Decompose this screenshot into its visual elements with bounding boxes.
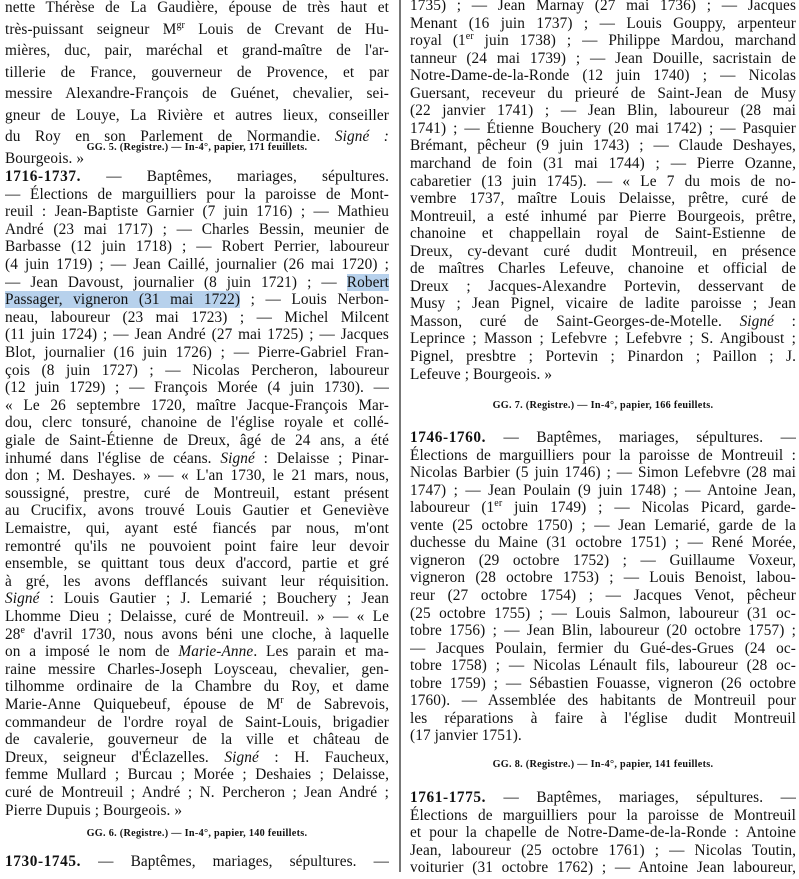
text-segment: Dreux ; Jacques-Alexandre Portevin, desservant de bbox=[410, 277, 796, 295]
text-segment: — Baptêmes, mariages, sépultures. — bbox=[486, 789, 796, 806]
text-segment: tanneur (24 mai 1739) ; — Jean Douille, sacristain de bbox=[410, 49, 796, 67]
text-segment: (22 janvier 1741) ; — Jean Blin, laboureur (28 mai bbox=[410, 102, 796, 120]
text-segment: çois (8 juin 1727) ; — Nicolas Percheron, laboureur bbox=[5, 361, 389, 379]
text-line bbox=[5, 40, 389, 62]
text-segment: raine messire Charles-Joseph Loysceau, chevalier, gen- bbox=[5, 660, 389, 678]
text-segment: 1747) ; — Jean Poulain (9 juin 1748) ; — Antoine Jean, bbox=[410, 481, 796, 499]
text-line bbox=[5, 105, 389, 127]
text-segment: d'avril 1730, nous avons béni une cloche, à laquelle bbox=[25, 625, 389, 643]
text-segment: (4 juin 1719) ; — Jean Caillé, journalier (26 mai 1720) ; bbox=[5, 256, 389, 273]
text-segment: Dreux, seigneur d'Éclazelles. bbox=[5, 748, 225, 766]
text-segment: juin 1738) ; — Philippe Mardou, marchand bbox=[473, 32, 796, 50]
text-segment: tilhomme ordinaire de la Chambre du Roy, et dame bbox=[5, 678, 389, 696]
text-line bbox=[410, 364, 796, 386]
text-segment: — Élections de marguilliers pour la paroisse de Mont- bbox=[5, 185, 389, 203]
text-segment: Pierre Dupuis ; Bourgeois. » bbox=[5, 801, 183, 819]
text-segment: : bbox=[774, 312, 796, 330]
text-segment: nette Thérèse de La Gaudière, épouse de très haut et bbox=[5, 0, 389, 16]
register-heading-gg7: GG. 7. (Registre.) — In-4°, papier, 166 feuillets. bbox=[492, 400, 714, 411]
text-segment: — Baptêmes, mariages, sépultures. — bbox=[81, 853, 389, 870]
text-segment: 1741) ; — Étienne Bouchery (20 mai 1742) ; — Pasquier bbox=[410, 119, 796, 137]
text-segment: . Les parain et ma- bbox=[253, 643, 389, 661]
text-segment: Dreux, cy-devant curé dudit Montreuil, en présence bbox=[410, 242, 796, 260]
text-segment: giale de Saint-Étienne de Dreux, âgé de 24 ans, a été bbox=[5, 432, 389, 449]
text-segment: Musy ; Jean Pignel, vicaire de ladite paroisse ; Jean bbox=[410, 295, 796, 313]
text-segment: gneur de Louye, La Rivière et autres lieux, conseiller bbox=[5, 106, 389, 124]
italic-text: Signé bbox=[220, 449, 255, 467]
text-segment: commandeur de l'ordre royal de Saint-Louis, brigadier bbox=[5, 713, 389, 731]
text-line bbox=[410, 725, 796, 747]
text-segment: marchand de foin (31 mai 1744) ; — Pierre Ozanne, bbox=[410, 154, 796, 172]
text-segment: chanoine et chappellain royal de Saint-Estienne de bbox=[410, 225, 796, 243]
text-segment: cabaretier (13 juin 1745). — « Le 7 du mois de no- bbox=[410, 172, 796, 190]
text-segment: Blot, journalier (16 juin 1726) ; — Pierre-Gabriel Fran- bbox=[5, 344, 389, 361]
text-segment: Élections de marguilliers pour la paroisse de Montreuil bbox=[410, 806, 796, 824]
text-segment: « Le 26 septembre 1720, maître Jacque-François Mar- bbox=[5, 396, 389, 414]
text-segment: tillerie de France, gouverneur de Provence, et par bbox=[5, 63, 389, 81]
text-segment: — Baptêmes, mariages, sépultures. — bbox=[486, 429, 796, 446]
text-segment: de maîtres Charles Lefeuve, chanoine et official de bbox=[410, 260, 796, 278]
text-segment: Masson, curé de Saint-Georges-de-Motelle. bbox=[410, 312, 740, 330]
text-segment: tobre 1759) ; — Sébastien Fouasse, vigneron (26 octobre bbox=[410, 674, 796, 692]
text-segment: Montreuil, a esté inhumé par Pierre Bourgeois, prêtre, bbox=[410, 207, 796, 225]
year-range: 1746-1760. bbox=[410, 429, 487, 446]
year-range: 1761-1775. bbox=[410, 789, 487, 806]
text-line bbox=[5, 62, 389, 84]
text-segment: à gré, les avons defflancés suivant leur réquisition. bbox=[5, 572, 389, 590]
text-segment: 28 bbox=[5, 625, 21, 643]
text-segment: Notre-Dame-de-la-Ronde (12 juin 1740) ; — Nicolas bbox=[410, 67, 796, 85]
text-segment: Guersant, receveur du prieuré de Saint-Jean de Musy bbox=[410, 84, 796, 102]
text-segment: dou, clerc tonsuré, chanoine de l'église royale et collé- bbox=[5, 414, 389, 432]
italic-text: Signé bbox=[739, 312, 775, 330]
text-segment: — Jacques Poulain, fermier du Gué-des-Grues (24 oc- bbox=[410, 639, 796, 657]
text-segment: duchesse du Maine (31 octobre 1751) ; — René Morée, bbox=[410, 534, 796, 552]
text-segment: mières, duc, pair, maréchal et grand-maître de l'ar- bbox=[5, 42, 389, 59]
text-segment: : Louis Gautier ; J. Lemarié ; Bouchery ; Jean bbox=[39, 590, 389, 608]
text-segment: laboureur (1 bbox=[410, 499, 495, 517]
text-segment: soussigné, prestre, curé de Montreuil, estant présent bbox=[5, 484, 389, 502]
text-segment: vigneron (28 octobre 1753) ; — Louis Benoist, labou- bbox=[410, 569, 796, 587]
text-segment: Bourgeois. » bbox=[5, 149, 85, 167]
text-segment: Élections de marguilliers pour la paroisse de Montreuil : bbox=[410, 446, 796, 464]
superscript: r bbox=[280, 694, 284, 706]
text-segment: (11 juin 1724) ; — Jean André (27 mai 1725) ; — Jacques bbox=[5, 326, 389, 344]
text-segment: — Baptêmes, mariages, sépultures. bbox=[81, 168, 389, 185]
text-segment: très-puissant seigneur M bbox=[5, 20, 177, 38]
text-segment: voiturier (31 octobre 1762) ; — Antoine Jean laboureur, bbox=[410, 859, 796, 876]
text-segment: on a imposé le nom de bbox=[5, 643, 179, 661]
text-segment: tobre 1756) ; — Jean Blin, laboureur (20 octobre 1757) ; bbox=[410, 622, 796, 640]
text-segment: 1735) ; — Jean Marnay (27 mai 1736) ; — Jacques bbox=[410, 0, 796, 14]
register-heading-gg6: GG. 6. (Registre.) — In-4°, papier, 140 feuillets. bbox=[86, 828, 308, 839]
text-line bbox=[410, 857, 796, 879]
text-segment: femme Mullard ; Burcau ; Morée ; Deshaies ; Delaisse, bbox=[5, 766, 389, 784]
text-segment: et pour la chapelle de Notre-Dame-de-la-Ronde : Antoine bbox=[410, 824, 796, 841]
text-segment: inhumé dans l'église de céans. bbox=[5, 449, 221, 467]
register-heading-gg5: GG. 5. (Registre.) — In-4°, papier, 171 feuillets. bbox=[86, 142, 308, 153]
text-segment: don ; M. Deshayes. » — « L'an 1730, le 21 mars, nous, bbox=[5, 467, 389, 485]
text-segment: reur (27 octobre 1754) ; — Jacques Venot, pêcheur bbox=[410, 586, 796, 604]
text-segment: (25 octobre 1755) ; — Louis Salmon, laboureur (31 oc- bbox=[410, 604, 796, 622]
text-segment: — Jean Davoust, journalier (8 juin 1721) ; — bbox=[5, 273, 347, 291]
text-line bbox=[5, 83, 389, 105]
text-segment: messire Alexandre-François de Guénet, chevalier, sei- bbox=[5, 85, 389, 102]
column-divider bbox=[399, 0, 401, 872]
superscript: er bbox=[465, 31, 474, 42]
text-segment: : Delaisse ; Pinar- bbox=[254, 449, 389, 467]
year-range: 1730-1745. bbox=[5, 853, 82, 870]
superscript: e bbox=[20, 624, 26, 636]
text-segment: : H. Faucheux, bbox=[258, 748, 389, 766]
text-segment: Leprince ; Masson ; Lefebvre ; Lefebvre ; S. Angiboust ; bbox=[410, 330, 796, 348]
superscript: gr bbox=[176, 19, 185, 31]
text-segment: Nicolas Barbier (5 juin 1746) ; — Simon Lefebvre (28 mai bbox=[410, 464, 796, 482]
text-segment: André (23 mai 1717) ; — Charles Bessin, meunier de bbox=[5, 220, 389, 238]
text-segment: les réparations à faire à l'église dudit Montreuil bbox=[410, 709, 796, 727]
italic-text: Signé bbox=[5, 590, 40, 608]
text-segment: Lhomme Dieu ; Delaisse, curé de Montreuil. » — « Le bbox=[5, 608, 389, 625]
text-segment: Lemaistre, qui, ayant esté fiancés par nous, m'ont bbox=[5, 520, 389, 537]
text-line bbox=[5, 800, 389, 822]
text-segment: Lefeuve ; Bourgeois. » bbox=[410, 365, 553, 383]
highlighted-text: Passager, vigneron (31 mai 1722) bbox=[5, 291, 241, 309]
register-heading-gg8: GG. 8. (Registre.) — In-4°, papier, 141 feuillets. bbox=[492, 759, 714, 770]
text-segment: au Crucifix, avons trouvé Louis Gautier et Geneviève bbox=[5, 502, 389, 520]
year-range: 1716-1737. bbox=[5, 168, 82, 185]
text-segment: vembre 1737, maître Louis Delaisse, prêtre, curé de bbox=[410, 190, 796, 208]
text-segment: neau, laboureur (23 mai 1723) ; — Michel Milcent bbox=[5, 308, 389, 326]
text-segment: ; — Louis Nerbon- bbox=[240, 291, 389, 309]
text-segment: Louis de Crevant de Hu- bbox=[184, 20, 389, 38]
text-segment: juin 1749) ; — Nicolas Picard, garde- bbox=[502, 499, 796, 517]
text-segment: tobre 1758) ; — Nicolas Lénault fils, laboureur (28 oc- bbox=[410, 657, 796, 675]
superscript: er bbox=[494, 498, 503, 510]
text-segment: 1760). — Assemblée des habitants de Montreuil pour bbox=[410, 692, 796, 710]
text-line bbox=[5, 851, 389, 873]
italic-text: Marie-Anne bbox=[178, 643, 254, 661]
text-segment: Marie-Anne Quiquebeuf, épouse de M bbox=[5, 696, 281, 713]
text-segment: Pignel, presbtre ; Portevin ; Pinardon ; Paillon ; J. bbox=[410, 348, 796, 365]
text-segment: du Roy en son Parlement de Normandie. bbox=[5, 128, 335, 145]
text-segment: (12 juin 1729) ; — François Morée (4 juin 1730). — bbox=[5, 379, 389, 397]
text-line bbox=[5, 19, 389, 41]
text-segment: Barbasse (12 juin 1718) ; — Robert Perrier, laboureur bbox=[5, 238, 389, 256]
text-segment: royal (1 bbox=[410, 32, 466, 50]
text-segment: vente (25 octobre 1750) ; — Jean Lemarié, garde de la bbox=[410, 516, 796, 534]
italic-text: Signé : bbox=[334, 128, 389, 145]
text-segment: Jean, laboureur (25 octobre 1761) ; — Nicolas Toutin, bbox=[410, 841, 796, 859]
text-segment: remontré qu'ils ne pouvoient point faire leur devoir bbox=[5, 537, 389, 555]
text-segment: Brémant, pêcheur (9 juin 1743) ; — Claude Deshayes, bbox=[410, 137, 796, 155]
highlighted-text: Robert bbox=[346, 273, 389, 291]
text-segment: Menant (16 juin 1737) ; — Louis Gouppy, arpenteur bbox=[410, 14, 796, 32]
text-segment: de Sabrevois, bbox=[283, 696, 389, 713]
text-segment: ensemble, se quittant tous deux d'accord, partie et gré bbox=[5, 555, 389, 573]
text-line bbox=[5, 0, 389, 19]
text-segment: reuil : Jean-Baptiste Garnier (7 juin 1716) ; — Mathieu bbox=[5, 203, 389, 221]
text-segment: vigneron (29 octobre 1752) ; — Guillaume Voxeur, bbox=[410, 551, 796, 569]
text-segment: (17 janvier 1751). bbox=[410, 727, 522, 745]
text-segment: curé de Montreuil ; André ; N. Percheron ; Jean André ; bbox=[5, 784, 389, 801]
italic-text: Signé bbox=[224, 748, 259, 766]
text-segment: de cavalerie, gouverneur de la ville et château de bbox=[5, 731, 389, 749]
